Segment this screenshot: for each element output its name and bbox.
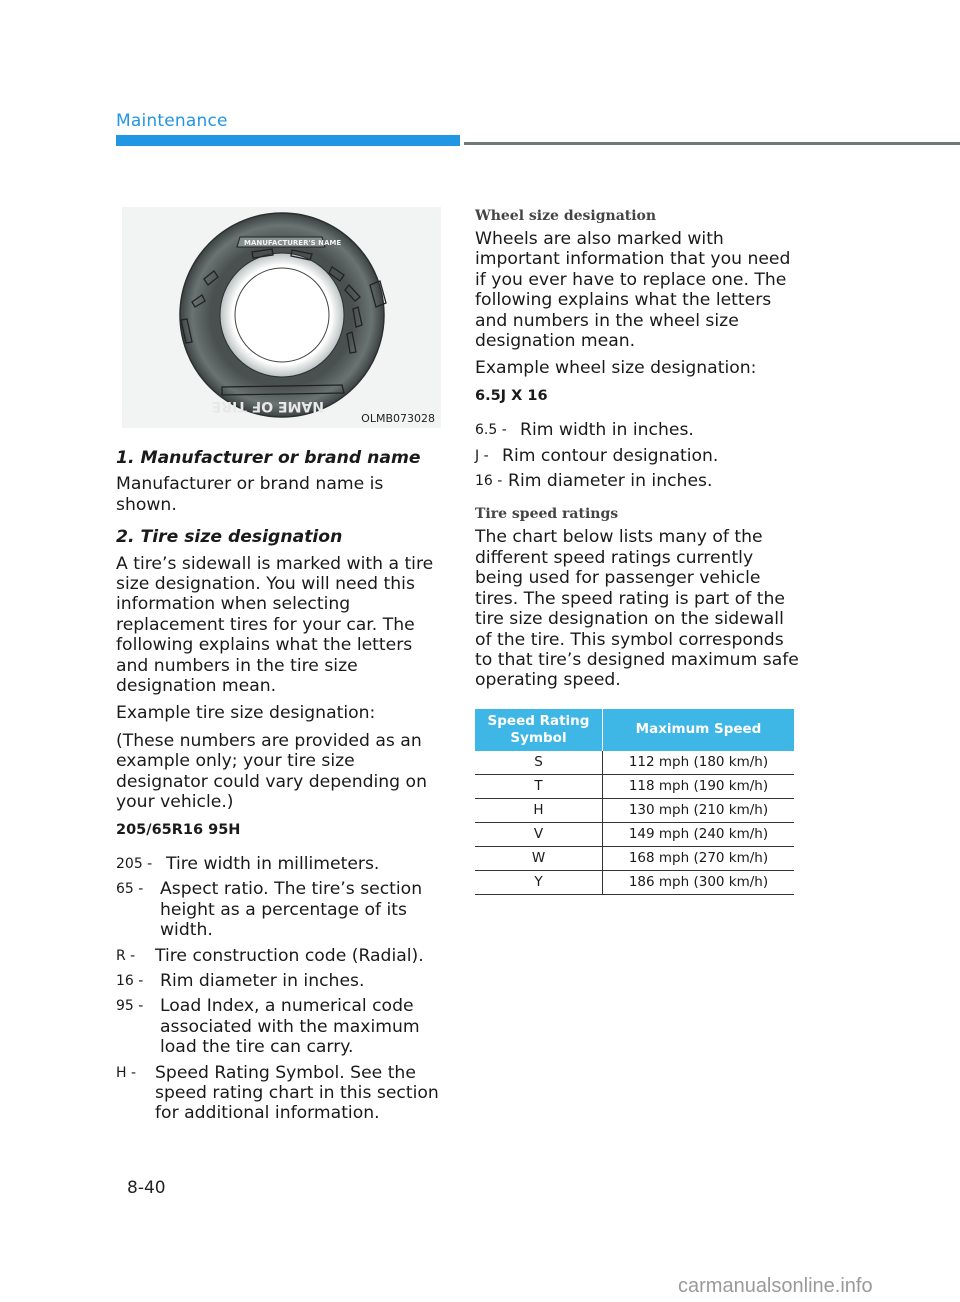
header-divider <box>464 142 960 145</box>
item1-heading: 1. Manufacturer or brand name <box>116 448 421 468</box>
table-row <box>475 822 794 846</box>
definition-key: 16 - <box>116 972 144 989</box>
definition-item <box>116 971 446 991</box>
wheel-size-heading: Wheel size designation <box>475 208 657 224</box>
speed-ratings-heading: Tire speed ratings <box>475 506 619 523</box>
definition-text: Load Index, a numerical code associated with the maximum load the tire can carry. <box>160 996 420 1058</box>
definition-item <box>116 946 446 966</box>
wheel-example-code: 6.5J X 16 <box>475 387 548 404</box>
wheel-size-text: Wheels are also marked with important information that you need if you ever have to replace one. The following explains what the letters and numbers in the wheel size designation mean. <box>475 229 791 352</box>
symbol-cell: W <box>475 846 603 870</box>
definition-item <box>116 854 446 874</box>
table-row <box>475 870 794 894</box>
section-title: Maintenance <box>116 111 228 131</box>
definition-key: J - <box>475 447 489 464</box>
definition-key: 6.5 - <box>475 422 507 439</box>
example-note: (These numbers are provided as an example only; your tire size designator could vary depending on your vehicle.) <box>116 730 427 813</box>
definition-text: Rim diameter in inches. <box>160 970 365 991</box>
item2-heading: 2. Tire size designation <box>116 527 343 548</box>
definition-key: 95 - <box>116 998 144 1015</box>
definition-text: Rim width in inches. <box>520 420 694 441</box>
speed-cell: 186 mph (300 km/h) <box>603 870 795 894</box>
example-label: Example tire size designation: <box>116 703 376 724</box>
table-row <box>475 846 794 870</box>
column-header-max-speed: Maximum Speed <box>603 709 795 751</box>
item2-text: A tire’s sidewall is marked with a tire size designation. You will need this information when selecting replacement tires for your car. The following explains what the letters and numbers in the tire size designation mean. <box>116 553 434 697</box>
table-row <box>475 751 794 775</box>
speed-cell: 112 mph (180 km/h) <box>603 751 795 775</box>
header-accent-bar <box>116 135 460 146</box>
definition-text: Aspect ratio. The tire’s section height as a percentage of its width. <box>160 879 423 941</box>
speed-cell: 130 mph (210 km/h) <box>603 798 795 822</box>
symbol-cell: V <box>475 822 603 846</box>
table-header-row <box>475 709 794 751</box>
speed-rating-table <box>475 709 794 895</box>
speed-cell: 118 mph (190 km/h) <box>603 774 795 798</box>
item1-text: Manufacturer or brand name is shown. <box>116 474 384 515</box>
page-number: 8-40 <box>127 1178 166 1198</box>
speed-ratings-text: The chart below lists many of the different speed ratings currently being used for passenger vehicle tires. The speed rating is part of the tire size designation on the sidewall of the tire. This symbol corresponds to that tire’s designed maximum safe operating speed. <box>475 527 799 691</box>
definition-item <box>116 1063 446 1124</box>
wheel-definition-item <box>475 446 800 466</box>
definition-item <box>116 879 446 940</box>
wheel-example-label: Example wheel size designation: <box>475 358 757 379</box>
sidewall-tire-name-text: NAME OF TIRE <box>211 398 324 414</box>
example-tire-code: 205/65R16 95H <box>116 821 241 838</box>
definition-text: Tire construction code (Radial). <box>155 945 424 966</box>
definition-key: H - <box>116 1064 137 1081</box>
table-row <box>475 774 794 798</box>
definition-text: Tire width in millimeters. <box>166 853 380 874</box>
symbol-cell: T <box>475 774 603 798</box>
right-column <box>475 207 800 895</box>
speed-cell: 168 mph (270 km/h) <box>603 846 795 870</box>
column-header-symbol: Speed Rating Symbol <box>475 709 603 751</box>
speed-cell: 149 mph (240 km/h) <box>603 822 795 846</box>
wheel-definition-item <box>475 471 800 491</box>
definition-key: R - <box>116 947 136 964</box>
sidewall-manufacturer-text: MANUFACTURER'S NAME <box>244 239 342 247</box>
table-row <box>475 798 794 822</box>
definition-item <box>116 996 446 1057</box>
tire-sidewall-figure <box>122 207 441 428</box>
definition-key: 65 - <box>116 881 144 898</box>
symbol-cell: Y <box>475 870 603 894</box>
figure-code: OLMB073028 <box>361 412 435 425</box>
wheel-definition-item <box>475 420 800 440</box>
watermark-link[interactable]: carmanualsonline.info <box>678 1275 873 1297</box>
left-column <box>116 448 446 1129</box>
tire-icon <box>122 207 441 428</box>
symbol-cell: H <box>475 798 603 822</box>
symbol-cell: S <box>475 751 603 775</box>
definition-text: Speed Rating Symbol. See the speed rating chart in this section for additional information. <box>155 1062 439 1124</box>
definition-text: Rim contour designation. <box>502 445 719 466</box>
definition-key: 205 - <box>116 855 153 872</box>
definition-key: 16 - <box>475 473 503 490</box>
definition-text: Rim diameter in inches. <box>508 471 713 492</box>
